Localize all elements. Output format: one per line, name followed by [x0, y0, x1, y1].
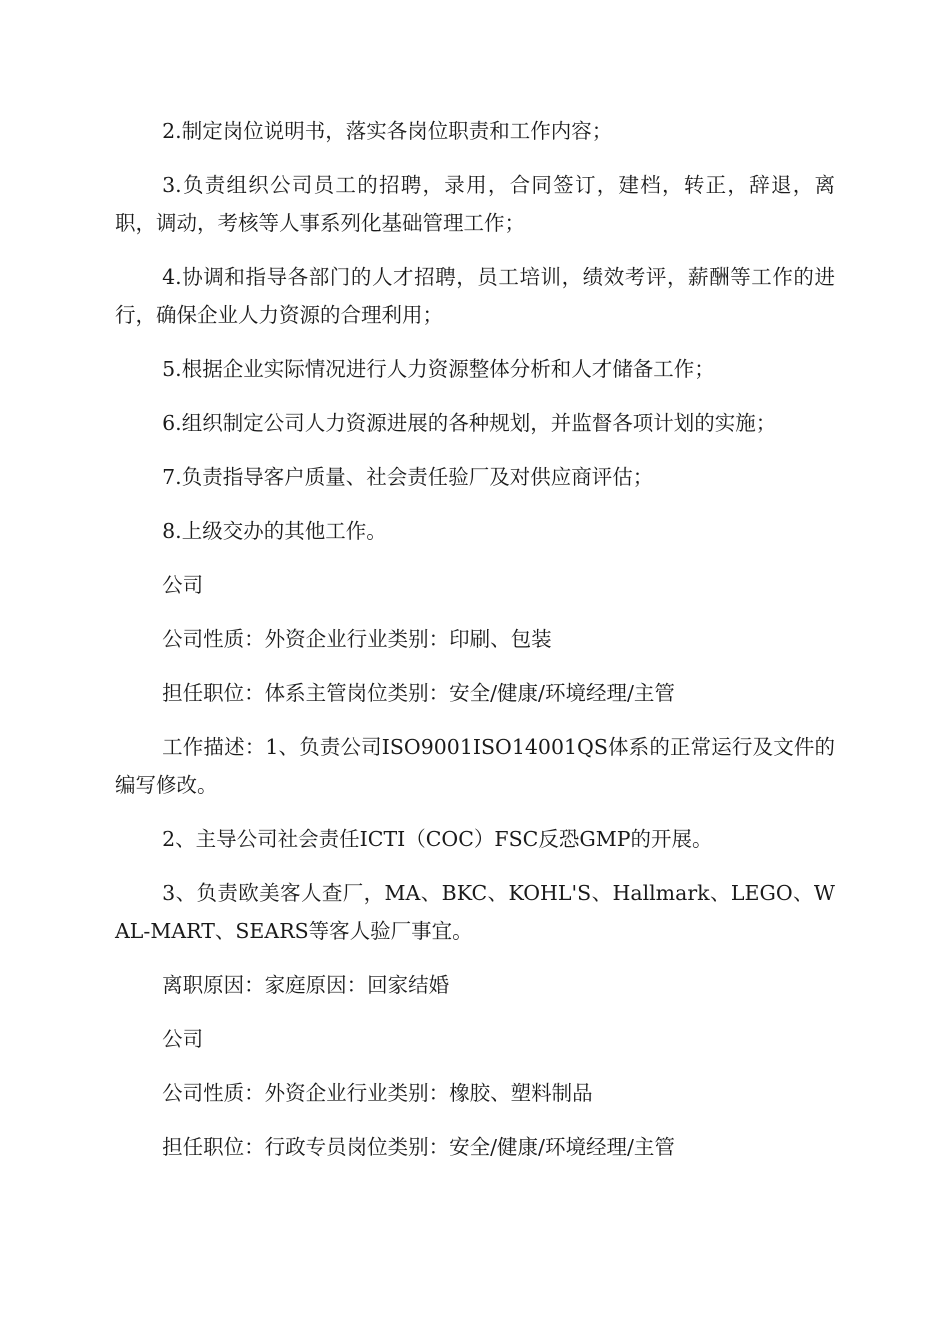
duty-item-5: 5.根据企业实际情况进行人力资源整体分析和人才储备工作；: [162, 357, 715, 381]
job-description-1: 工作描述：1、负责公司ISO9001ISO14001QS体系的正常运行及文件的编写修改。: [115, 735, 835, 797]
duty-item-7: 7.负责指导客户质量、社会责任验厂及对供应商评估；: [162, 465, 654, 489]
duty-item-6: 6.组织制定公司人力资源进展的各种规划，并监督各项计划的实施；: [162, 411, 777, 435]
company-heading-2: 公司: [162, 1027, 204, 1051]
leave-reason: 离职原因：家庭原因：回家结婚: [162, 973, 450, 997]
job-description-3: 3、负责欧美客人查厂，MA、BKC、KOHL'S、Hallmark、LEGO、WAL-MART、SEARS等客人验厂事宜。: [115, 881, 835, 943]
company-nature-2: 公司性质：外资企业行业类别：橡胶、塑料制品: [162, 1081, 593, 1105]
job-description-2: 2、主导公司社会责任ICTI（COC）FSC反恐GMP的开展。: [162, 827, 713, 851]
duty-item-8: 8.上级交办的其他工作。: [162, 519, 387, 543]
document-page: [115, 112, 835, 1166]
position-1: 担任职位：体系主管岗位类别：安全/健康/环境经理/主管: [162, 681, 675, 705]
duty-item-4: 4.协调和指导各部门的人才招聘，员工培训，绩效考评，薪酬等工作的进行，确保企业人力资源的合理利用；: [115, 265, 835, 327]
duty-item-2: 2.制定岗位说明书，落实各岗位职责和工作内容；: [162, 119, 613, 143]
duty-item-3: 3.负责组织公司员工的招聘，录用，合同签订，建档，转正，辞退，离职，调动，考核等人事系列化基础管理工作；: [115, 173, 835, 235]
company-nature-1: 公司性质：外资企业行业类别：印刷、包装: [162, 627, 552, 651]
company-heading-1: 公司: [162, 573, 204, 597]
position-2: 担任职位：行政专员岗位类别：安全/健康/环境经理/主管: [162, 1135, 675, 1159]
